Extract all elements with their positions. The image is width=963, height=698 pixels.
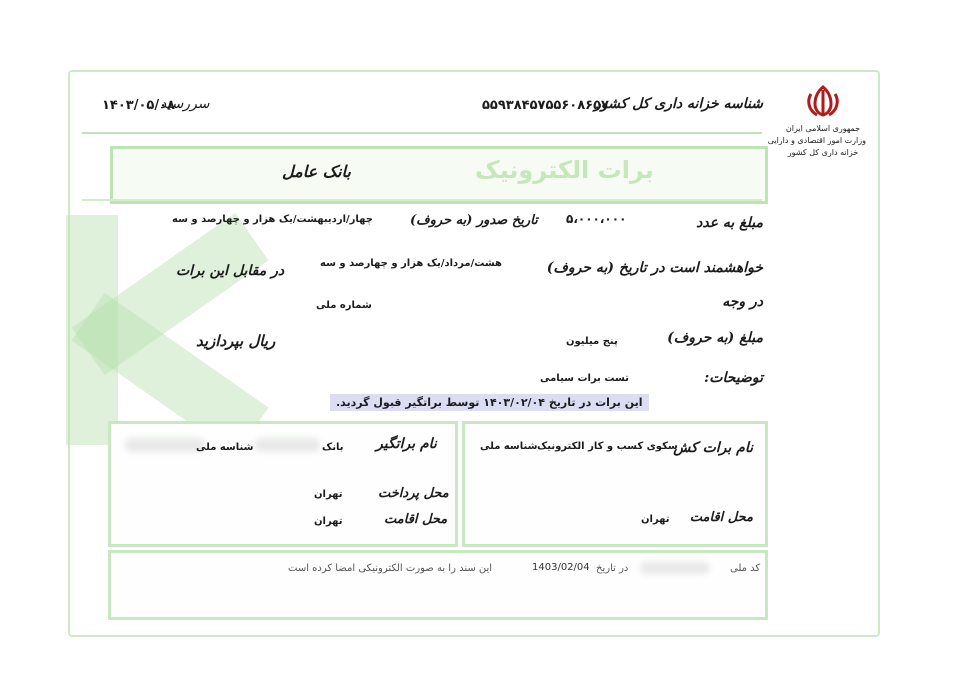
logo-line2: وزارت امور اقتصادی و دارایی bbox=[767, 136, 866, 145]
in-exchange-label: در مقابل این برات bbox=[176, 263, 285, 279]
footer-sign-text: این سند را به صورت الکترونیکی امضا کرده است bbox=[288, 563, 493, 574]
request-label: خواهشمند است در تاریخ (به حروف) bbox=[546, 260, 763, 276]
title-divider bbox=[82, 199, 762, 201]
footer-date-prefix: در تاریخ bbox=[596, 563, 629, 574]
title-box bbox=[110, 146, 768, 204]
amount-words-label: مبلغ (به حروف) bbox=[667, 330, 763, 346]
drawee-payment-place-label: محل پرداخت bbox=[378, 486, 449, 501]
bank-label: بانک عامل bbox=[282, 162, 351, 181]
drawee-payment-place-value: تهران bbox=[314, 489, 343, 500]
drawee-residence-label: محل اقامت bbox=[384, 512, 448, 527]
request-value: هشت/مرداد/یک هزار و چهارصد و سه bbox=[320, 258, 502, 269]
pay-rial-label: ریال بپردازید bbox=[196, 332, 276, 350]
header-divider bbox=[82, 132, 762, 134]
document-title: برات الکترونیک bbox=[475, 156, 654, 184]
amount-words-value: پنج میلیون bbox=[566, 336, 618, 347]
drawer-name-value: سکوی کسب و کار الکترونیک bbox=[537, 441, 678, 452]
redacted-code bbox=[640, 562, 710, 574]
drawer-residence-label: محل اقامت bbox=[689, 510, 753, 525]
due-value: ۱۴۰۳/۰۵/۰۸ bbox=[102, 98, 175, 113]
redacted-name bbox=[255, 438, 320, 452]
acceptance-note: این برات در تاریخ ۱۴۰۳/۰۲/۰۴ توسط براتگیر قبول گردید. bbox=[330, 394, 649, 411]
drawee-residence-value: تهران bbox=[314, 516, 343, 527]
treasury-id-value: ۵۵۹۳۸۴۵۷۵۵۶۰۸۶۵۷ bbox=[482, 98, 609, 113]
logo-line1: جمهوری اسلامی ایران bbox=[785, 124, 861, 133]
notes-label: توضیحات: bbox=[704, 370, 763, 386]
signature-box bbox=[108, 550, 768, 620]
treasury-id-label: شناسه خزانه داری کل کشور bbox=[594, 96, 763, 112]
logo-line3: خزانه داری کل کشور bbox=[787, 148, 859, 157]
iran-emblem-icon bbox=[805, 84, 841, 118]
logo bbox=[767, 84, 866, 157]
payee-label: در وجه bbox=[722, 294, 763, 310]
redacted-name bbox=[125, 438, 205, 452]
amount-digits-value: ۵،۰۰۰،۰۰۰ bbox=[566, 212, 627, 226]
drawee-national-id-label: شناسه ملی bbox=[196, 442, 254, 453]
due-label: سررسید bbox=[160, 96, 210, 112]
issue-date-value: چهار/اردیبهشت/یک هزار و چهارصد و سه bbox=[172, 214, 373, 225]
national-id-label: شماره ملی bbox=[316, 300, 372, 311]
amount-digits-label: مبلغ به عدد bbox=[696, 215, 763, 231]
drawer-name-label: نام برات کش bbox=[673, 440, 753, 456]
drawer-residence-value: تهران bbox=[641, 514, 670, 525]
drawer-national-id-label: شناسه ملی bbox=[480, 441, 538, 452]
drawee-bank-label: بانک bbox=[322, 442, 344, 453]
drawee-name-label: نام براتگیر bbox=[376, 436, 437, 452]
footer-code-label: کد ملی bbox=[730, 563, 761, 574]
issue-date-label: تاریخ صدور (به حروف) bbox=[410, 213, 538, 228]
footer-date-value: 1403/02/04 bbox=[532, 562, 590, 573]
notes-value: تست برات سیامی bbox=[540, 373, 629, 384]
